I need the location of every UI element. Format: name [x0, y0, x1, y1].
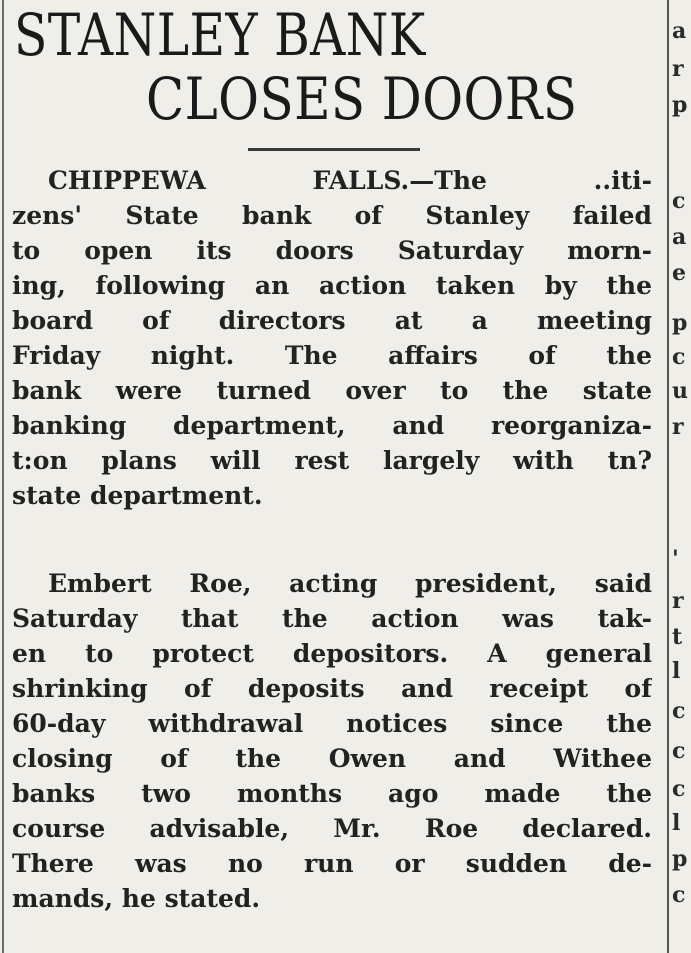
edge-letter: c [672, 738, 686, 764]
edge-letter: p [672, 310, 688, 336]
article-line: 60-day withdrawal notices since the [12, 709, 652, 738]
edge-letter: p [672, 92, 688, 118]
edge-letter: a [672, 224, 687, 250]
edge-letter: r [672, 588, 684, 614]
edge-letter: ' [672, 546, 679, 572]
article-line: Friday night. The affairs of the [12, 341, 652, 370]
headline-line-1: STANLEY BANK [14, 1, 426, 69]
edge-letter: c [672, 188, 686, 214]
edge-letter: r [672, 56, 684, 82]
article-line: board of directors at a meeting [12, 306, 652, 335]
headline-divider [248, 148, 420, 151]
article-line: state department. [12, 481, 263, 510]
edge-letter: e [672, 260, 686, 286]
article-line: t:on plans will rest largely with tn? [12, 446, 652, 475]
article-line: ing, following an action taken by the [12, 271, 652, 300]
article-line: CHIPPEWA FALLS.—The ..iti- [48, 166, 652, 195]
edge-letter: c [672, 882, 686, 908]
article-line: shrinking of deposits and receipt of [12, 674, 652, 703]
article-line: course advisable, Mr. Roe declared. [12, 814, 652, 843]
article-line: closing of the Owen and Withee [12, 744, 652, 773]
article-line: to open its doors Saturday morn- [12, 236, 652, 265]
edge-letter: a [672, 18, 687, 44]
article-line: banks two months ago made the [12, 779, 652, 808]
article-line: bank were turned over to the state [12, 376, 652, 405]
edge-letter: c [672, 776, 686, 802]
edge-letter: c [672, 344, 686, 370]
edge-letter: u [672, 378, 688, 404]
article-line: mands, he stated. [12, 884, 261, 913]
article-line: zens' State bank of Stanley failed [12, 201, 652, 230]
edge-letter: l [672, 658, 681, 684]
article-line: There was no run or sudden de- [12, 849, 652, 878]
edge-letter: t [672, 624, 683, 650]
article-line: Saturday that the action was tak- [12, 604, 652, 633]
adjacent-column-fragment [672, 0, 691, 953]
edge-letter: r [672, 414, 684, 440]
edge-letter: l [672, 810, 681, 836]
article-line: banking department, and reorganiza- [12, 411, 652, 440]
article-line: en to protect depositors. A general [12, 639, 652, 668]
headline-line-2: CLOSES DOORS [146, 65, 578, 133]
edge-letter: p [672, 846, 688, 872]
edge-letter: c [672, 698, 686, 724]
article-line: Embert Roe, acting president, said [48, 569, 652, 598]
column-rule [667, 0, 669, 953]
